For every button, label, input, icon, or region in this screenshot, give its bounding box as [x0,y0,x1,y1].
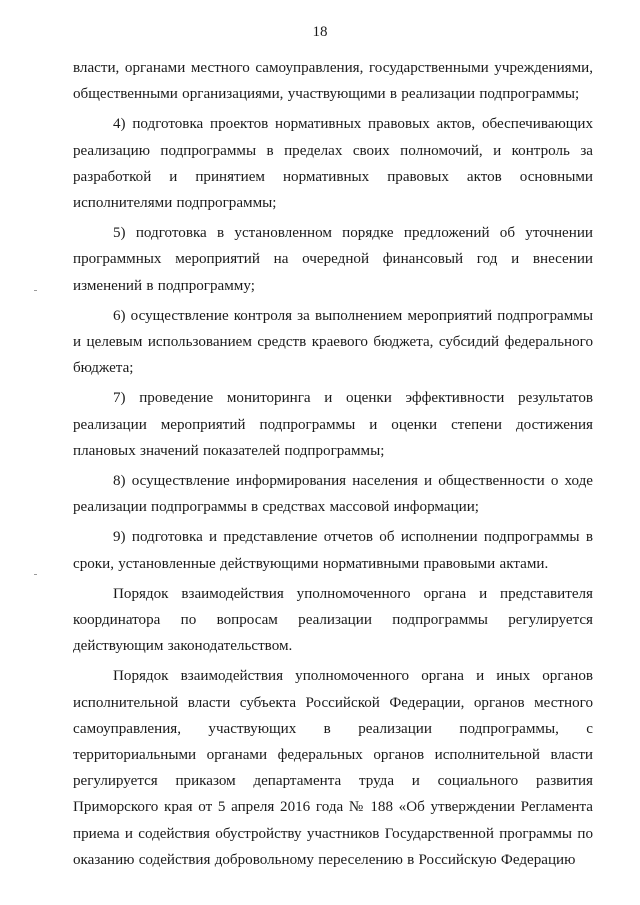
paragraph-item-5: 5) подготовка в установленном порядке предложений об уточнении программных мероприятий на очередной финансовый год и внесении изменений в подпрограмму; [73,225,593,294]
scan-margin-mark [34,574,37,575]
document-body [73,55,593,873]
paragraph-item-9: 9) подготовка и представление отчетов об исполнении подпрограммы в сроки, установленные действующими нормативными правовыми актами. [73,529,593,572]
page-number: 18 [312,24,328,40]
paragraph-coordinator-interaction: Порядок взаимодействия уполномоченного органа и представителя координатора по вопросам реализации подпрограммы регулируется действующим законодательством. [73,585,593,655]
paragraph-item-4: 4) подготовка проектов нормативных правовых актов, обеспечивающих реализацию подпрограммы в пределах своих полномочий, и контроль за разработкой и принятием нормативных правовых актов основными исполнителями подпрограммы; [73,116,593,212]
paragraph: власти, органами местного самоуправления, государственными учреждениями, общественными организациями, участвующими в реализации подпрограммы; [73,60,593,103]
paragraph-authorities-interaction: Порядок взаимодействия уполномоченного органа и иных органов исполнительной власти субъекта Российской Федерации, органов местного самоуправления, участвующих в реализации подпрограммы, с территориальными органами федеральных органов исполнительной власти регулируется приказом департамента труда и социального развития Приморского края от 5 апреля 2016 года № 188 «Об утверждении Регламента приема и содействия обустройству участников Государственной программы по оказанию содействия добровольному переселению в Российскую Федерацию [73,668,593,868]
paragraph-item-6: 6) осуществление контроля за выполнением мероприятий подпрограммы и целевым использованием средств краевого бюджета, субсидий федерального бюджета; [73,307,593,377]
scan-margin-mark [34,290,37,291]
paragraph-item-8: 8) осуществление информирования населения и общественности о ходе реализации подпрограммы в средствах массовой информации; [73,473,593,516]
paragraph-item-7: 7) проведение мониторинга и оценки эффективности результатов реализации мероприятий подпрограммы и оценки степени достижения плановых значений показателей подпрограммы; [73,390,593,459]
